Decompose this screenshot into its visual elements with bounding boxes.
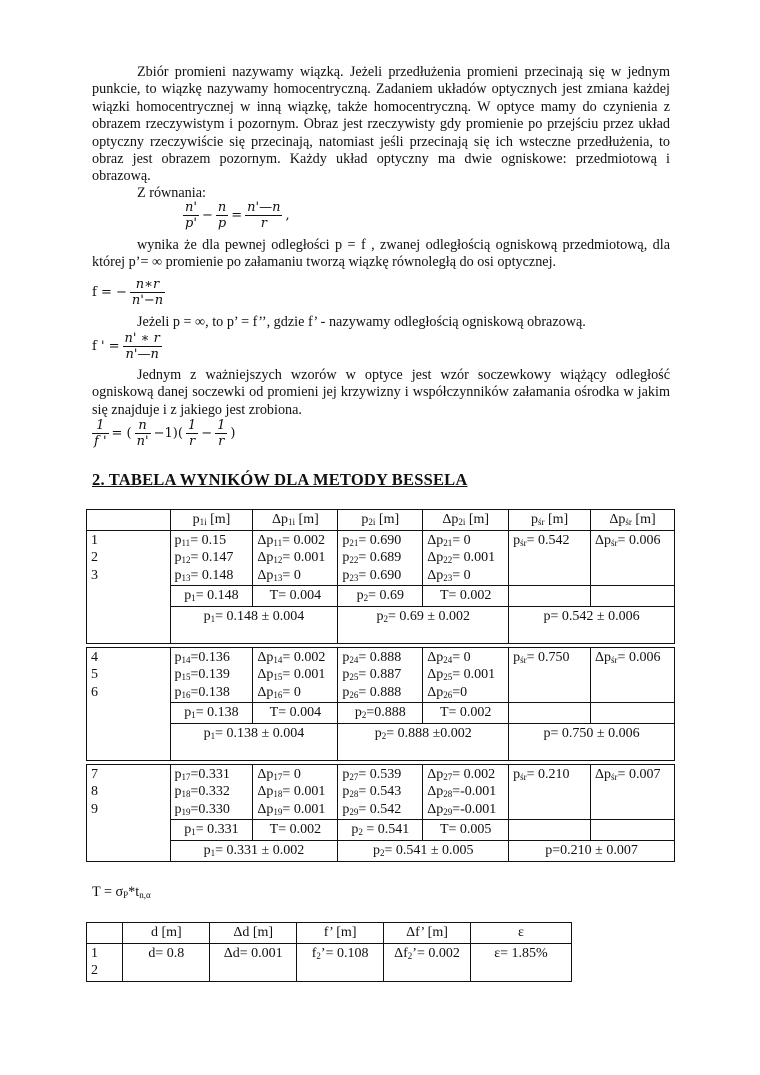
row-id: 5 [91, 667, 98, 682]
row-id: 1 [91, 945, 98, 961]
eq4-r-a: r [188, 434, 196, 449]
p2-values [338, 530, 423, 586]
t-formula: $T = \sigma_P*t_{n,\alpha}$ [92, 884, 151, 900]
row-id: 4 [91, 649, 98, 665]
result-p2: $p_2= 0.69 \pm 0.002$ [338, 606, 509, 643]
cell-value: $p_{22}= 0.689$ [342, 550, 402, 565]
table-row [87, 647, 675, 703]
cell-value: $p_{26}= 0.888$ [342, 684, 402, 700]
avg-p2: $p_2 = 0.541$ [338, 820, 423, 841]
cell-value: $\Delta p_{21}= 0$ [427, 532, 471, 548]
intro-paragraph-1: Zbiór promieni nazywamy wiązką. Jeżeli przedłużenia promieni przecinają się w jednym punkcie, to wiązkę nazywamy homocentryczną. Zadaniem układów optycznych jest zmiana każdej wiązki homocentrycznej w inną wiązkę, także homocentryczną. W optyce mamy do czynienia z obrazem rzeczywistym i pozornym. Obraz jest rzeczywisty gdy promienie po przejściu przez układ optyczny rzeczywiście się przecinają, natomiast jeśli przecinają się ich wsteczne przedłużenia, to obraz jest obrazem pozornym. Każdy układ optyczny ma dwie ogniskowe: przedmiotową i obrazową. [92, 64, 670, 185]
cell-value: $\Delta p_{22}= 0.001$ [427, 550, 496, 565]
table-row [87, 606, 675, 643]
eq4-one-a: 1 [187, 418, 197, 433]
cell-value: $p_{18}=0.332$ [174, 784, 230, 799]
bessel-results-table [86, 509, 675, 862]
p1-values [170, 647, 253, 703]
cell-value: $p_{11}= 0.15$ [174, 532, 227, 548]
cell-value: $\Delta p_{29}=-0.001$ [427, 801, 497, 817]
dpsr-value [591, 764, 675, 820]
result-p: p=0.210 ± 0.007 [509, 840, 675, 861]
table-row [87, 764, 675, 820]
cell-value: $p_{25}= 0.887$ [342, 667, 402, 682]
table-row [87, 703, 675, 724]
cell-value: $\Delta p_{17}= 0$ [257, 766, 301, 782]
z-rownania-label: Z równania: [137, 185, 206, 201]
measurement-ids [87, 647, 171, 760]
p1-values [170, 530, 253, 586]
cell-value: $p_{19}=0.330$ [174, 801, 230, 817]
cell-value: $\Delta p_{12}= 0.001$ [257, 550, 326, 565]
row-id: 3 [91, 567, 98, 583]
measurement-ids [87, 530, 171, 643]
summary-value: Δd= 0.001 [210, 943, 297, 981]
p1-values [170, 764, 253, 820]
result-p1: $p_1= 0.138 \pm 0.004$ [170, 723, 338, 760]
cell-value: $\Delta p_{23}= 0$ [427, 567, 471, 583]
cell-value: $p_{16}=0.138$ [174, 684, 230, 700]
equation-image-focal [92, 331, 162, 362]
cell-value: $p_{28}= 0.543$ [342, 784, 402, 799]
section-title: 2. TABELA WYNIKÓW DLA METODY BESSELA [92, 470, 468, 489]
p2-values [338, 647, 423, 703]
row-id: 2 [91, 963, 98, 978]
header-blank [87, 923, 123, 944]
eq1-equals: = [231, 208, 243, 223]
header-row [87, 510, 675, 531]
header-cell: Δd [m] [210, 923, 297, 944]
eq1-den3: r [260, 216, 267, 231]
cell-value: $\Delta p_{15}= 0.001$ [257, 667, 326, 682]
cell-value: $p_{29}= 0.542$ [342, 801, 402, 817]
row-id: 7 [91, 766, 98, 782]
header-row [87, 923, 572, 944]
cell-value: $\Delta p_{11}= 0.002$ [257, 532, 325, 548]
header-blank [87, 510, 171, 531]
eq1-den2: p [217, 216, 227, 231]
t-p2: T= 0.002 [423, 586, 509, 607]
avg-p1: $p_1= 0.138$ [170, 703, 253, 724]
dp1-values [253, 647, 338, 703]
dpsr-value [591, 530, 675, 586]
cell-value: $p_{21}= 0.690$ [342, 532, 402, 548]
t-p1: T= 0.004 [253, 703, 338, 724]
header-cell: d [m] [123, 923, 210, 944]
summary-value: d= 0.8 [123, 943, 210, 981]
eq3-den: n'—n [125, 347, 159, 362]
summary-value: ε= 1.85% [470, 943, 571, 981]
eq2-lhs: f = − [92, 285, 127, 300]
cell-value: $p_{15}=0.139$ [174, 667, 230, 682]
result-p: p= 0.542 ± 0.006 [509, 606, 675, 643]
eq4-minus: − [201, 426, 213, 441]
t-p2: T= 0.005 [423, 820, 509, 841]
empty-cell [591, 586, 675, 607]
cell-value: $p_{14}=0.136$ [174, 649, 230, 665]
intro-paragraph-4: Jednym z ważniejszych wzorów w optyce jest wzór soczewkowy wiążący odległość ogniskową danej soczewki od promieni jej krzywizny i współczynników załamania ośrodka w jakim się znajduje i z jakiego jest zrobiona. [92, 367, 670, 418]
cell-value: $\Delta p_{27}= 0.002$ [427, 766, 496, 782]
eq3-num: n' ∗ r [124, 331, 160, 346]
table-row [87, 586, 675, 607]
t-p2: T= 0.002 [423, 703, 509, 724]
header-cell: f’ [m] [297, 923, 384, 944]
measurement-ids [87, 943, 123, 981]
cell-value: $\Delta p_{13}= 0$ [257, 567, 301, 583]
psr-value [509, 530, 591, 586]
empty-cell [591, 703, 675, 724]
header-cell: $p_{śr}$ [m] [509, 510, 591, 531]
result-p1: $p_1= 0.331 \pm 0.002$ [170, 840, 338, 861]
row-id: 6 [91, 684, 98, 700]
t-p1: T= 0.002 [253, 820, 338, 841]
eq3-lhs: f ' = [92, 339, 120, 354]
header-cell: $\Delta p_{2i}$ [m] [423, 510, 509, 531]
eq4-one-b: 1 [217, 418, 226, 433]
empty-cell [509, 586, 591, 607]
table-row [87, 723, 675, 760]
cell-value: $\Delta p_{14}= 0.002$ [257, 649, 326, 665]
row-id: 9 [91, 801, 98, 817]
eq2-den: n'−n [131, 293, 164, 308]
result-p1: $p_1= 0.148 \pm 0.004$ [170, 606, 338, 643]
cell-value: $p_{17}=0.331$ [174, 766, 230, 782]
eq1-minus: − [201, 208, 213, 223]
summary-table [86, 922, 572, 982]
t-p1: T= 0.004 [253, 586, 338, 607]
cell-value: $\Delta p_{śr}= 0.006$ [595, 532, 661, 548]
eq1-den1: p' [185, 216, 197, 231]
eq4-n: n [135, 418, 151, 434]
cell-value: $\Delta p_{śr}= 0.007$ [595, 766, 661, 782]
dp2-values [423, 647, 509, 703]
table-row [87, 840, 675, 861]
header-cell: $\Delta p_{1i}$ [m] [253, 510, 338, 531]
eq1-comma: , [285, 208, 290, 223]
cell-value: $\Delta p_{18}= 0.001$ [257, 784, 326, 799]
avg-p1: $p_1= 0.331$ [170, 820, 253, 841]
intro-paragraph-3: Jeżeli p = ∞, to p’ = f’’, gdzie f’ - nazywamy odległością ogniskową obrazową. [137, 314, 586, 330]
cell-value: $p_{23}= 0.690$ [342, 567, 402, 583]
cell-value: $\Delta p_{25}= 0.001$ [427, 667, 496, 682]
cell-value: $\Delta p_{śr}= 0.006$ [595, 649, 661, 665]
eq4-one: 1 [92, 418, 109, 434]
eq1-num3: n'—n [247, 200, 281, 215]
result-p2: $p_2= 0.888 \pm 0.002$ [338, 723, 509, 760]
p2-values [338, 764, 423, 820]
summary-value: $f_2’= 0.108$ [297, 943, 384, 981]
eq1-num2: n [217, 200, 227, 215]
eq4-minus-one: −1)( [153, 426, 183, 441]
cell-value: $p_{śr}= 0.542$ [513, 532, 570, 548]
dp1-values [253, 530, 338, 586]
dp2-values [423, 530, 509, 586]
eq4-r-b: r [218, 434, 225, 449]
result-p2: $p_2= 0.541 \pm 0.005$ [338, 840, 509, 861]
measurement-ids [87, 764, 171, 861]
dp2-values [423, 764, 509, 820]
psr-value [509, 764, 591, 820]
equation-lensmaker [92, 418, 238, 449]
row-id: 2 [91, 550, 98, 565]
header-cell: $\Delta p_{śr}$ [m] [591, 510, 675, 531]
eq4-close: ) [230, 426, 236, 441]
dpsr-value [591, 647, 675, 703]
equation-lens-general [183, 200, 293, 231]
table-row [87, 530, 675, 586]
eq4-eq-open: = ( [111, 426, 132, 441]
avg-p2: $p_2=0.888$ [338, 703, 423, 724]
row-id: 8 [91, 784, 98, 799]
table-row [87, 943, 572, 981]
empty-cell [509, 820, 591, 841]
header-cell: ε [470, 923, 571, 944]
empty-cell [509, 703, 591, 724]
cell-value: $\Delta p_{26}=0$ [427, 684, 468, 700]
cell-value: $p_{śr}= 0.750$ [513, 649, 570, 665]
avg-p1: $p_1= 0.148$ [170, 586, 253, 607]
row-id: 1 [91, 532, 98, 548]
cell-value: $p_{27}= 0.539$ [342, 766, 402, 782]
cell-value: $p_{12}= 0.147$ [174, 550, 234, 565]
empty-cell [591, 820, 675, 841]
eq2-num: n∗r [130, 277, 165, 293]
table-row [87, 820, 675, 841]
cell-value: $p_{śr}= 0.210$ [513, 766, 570, 782]
avg-p2: $p_2= 0.69$ [338, 586, 423, 607]
cell-value: $\Delta p_{16}= 0$ [257, 684, 301, 700]
result-p: p= 0.750 ± 0.006 [509, 723, 675, 760]
psr-value [509, 647, 591, 703]
cell-value: $\Delta p_{24}= 0$ [427, 649, 471, 665]
header-cell: $p_{1i}$ [m] [170, 510, 253, 531]
eq4-fprime: f ' [94, 434, 107, 449]
cell-value: $\Delta p_{19}= 0.001$ [257, 801, 326, 817]
equation-object-focal [92, 277, 165, 308]
header-cell: $p_{2i}$ [m] [338, 510, 423, 531]
cell-value: $\Delta p_{28}=-0.001$ [427, 784, 497, 799]
eq4-nprime: n' [136, 434, 149, 449]
cell-value: $p_{24}= 0.888$ [342, 649, 402, 665]
eq1-num1: n' [185, 200, 197, 215]
summary-value: $\Delta f_2’= 0.002$ [384, 943, 471, 981]
dp1-values [253, 764, 338, 820]
header-cell: Δf’ [m] [384, 923, 471, 944]
intro-paragraph-2: wynika że dla pewnej odległości p = f , zwanej odległością ogniskową przedmiotową, dla której p’= ∞ promienie po załamaniu tworzą wiązkę równoległą do osi optycznej. [92, 237, 670, 271]
cell-value: $p_{13}= 0.148$ [174, 567, 234, 583]
